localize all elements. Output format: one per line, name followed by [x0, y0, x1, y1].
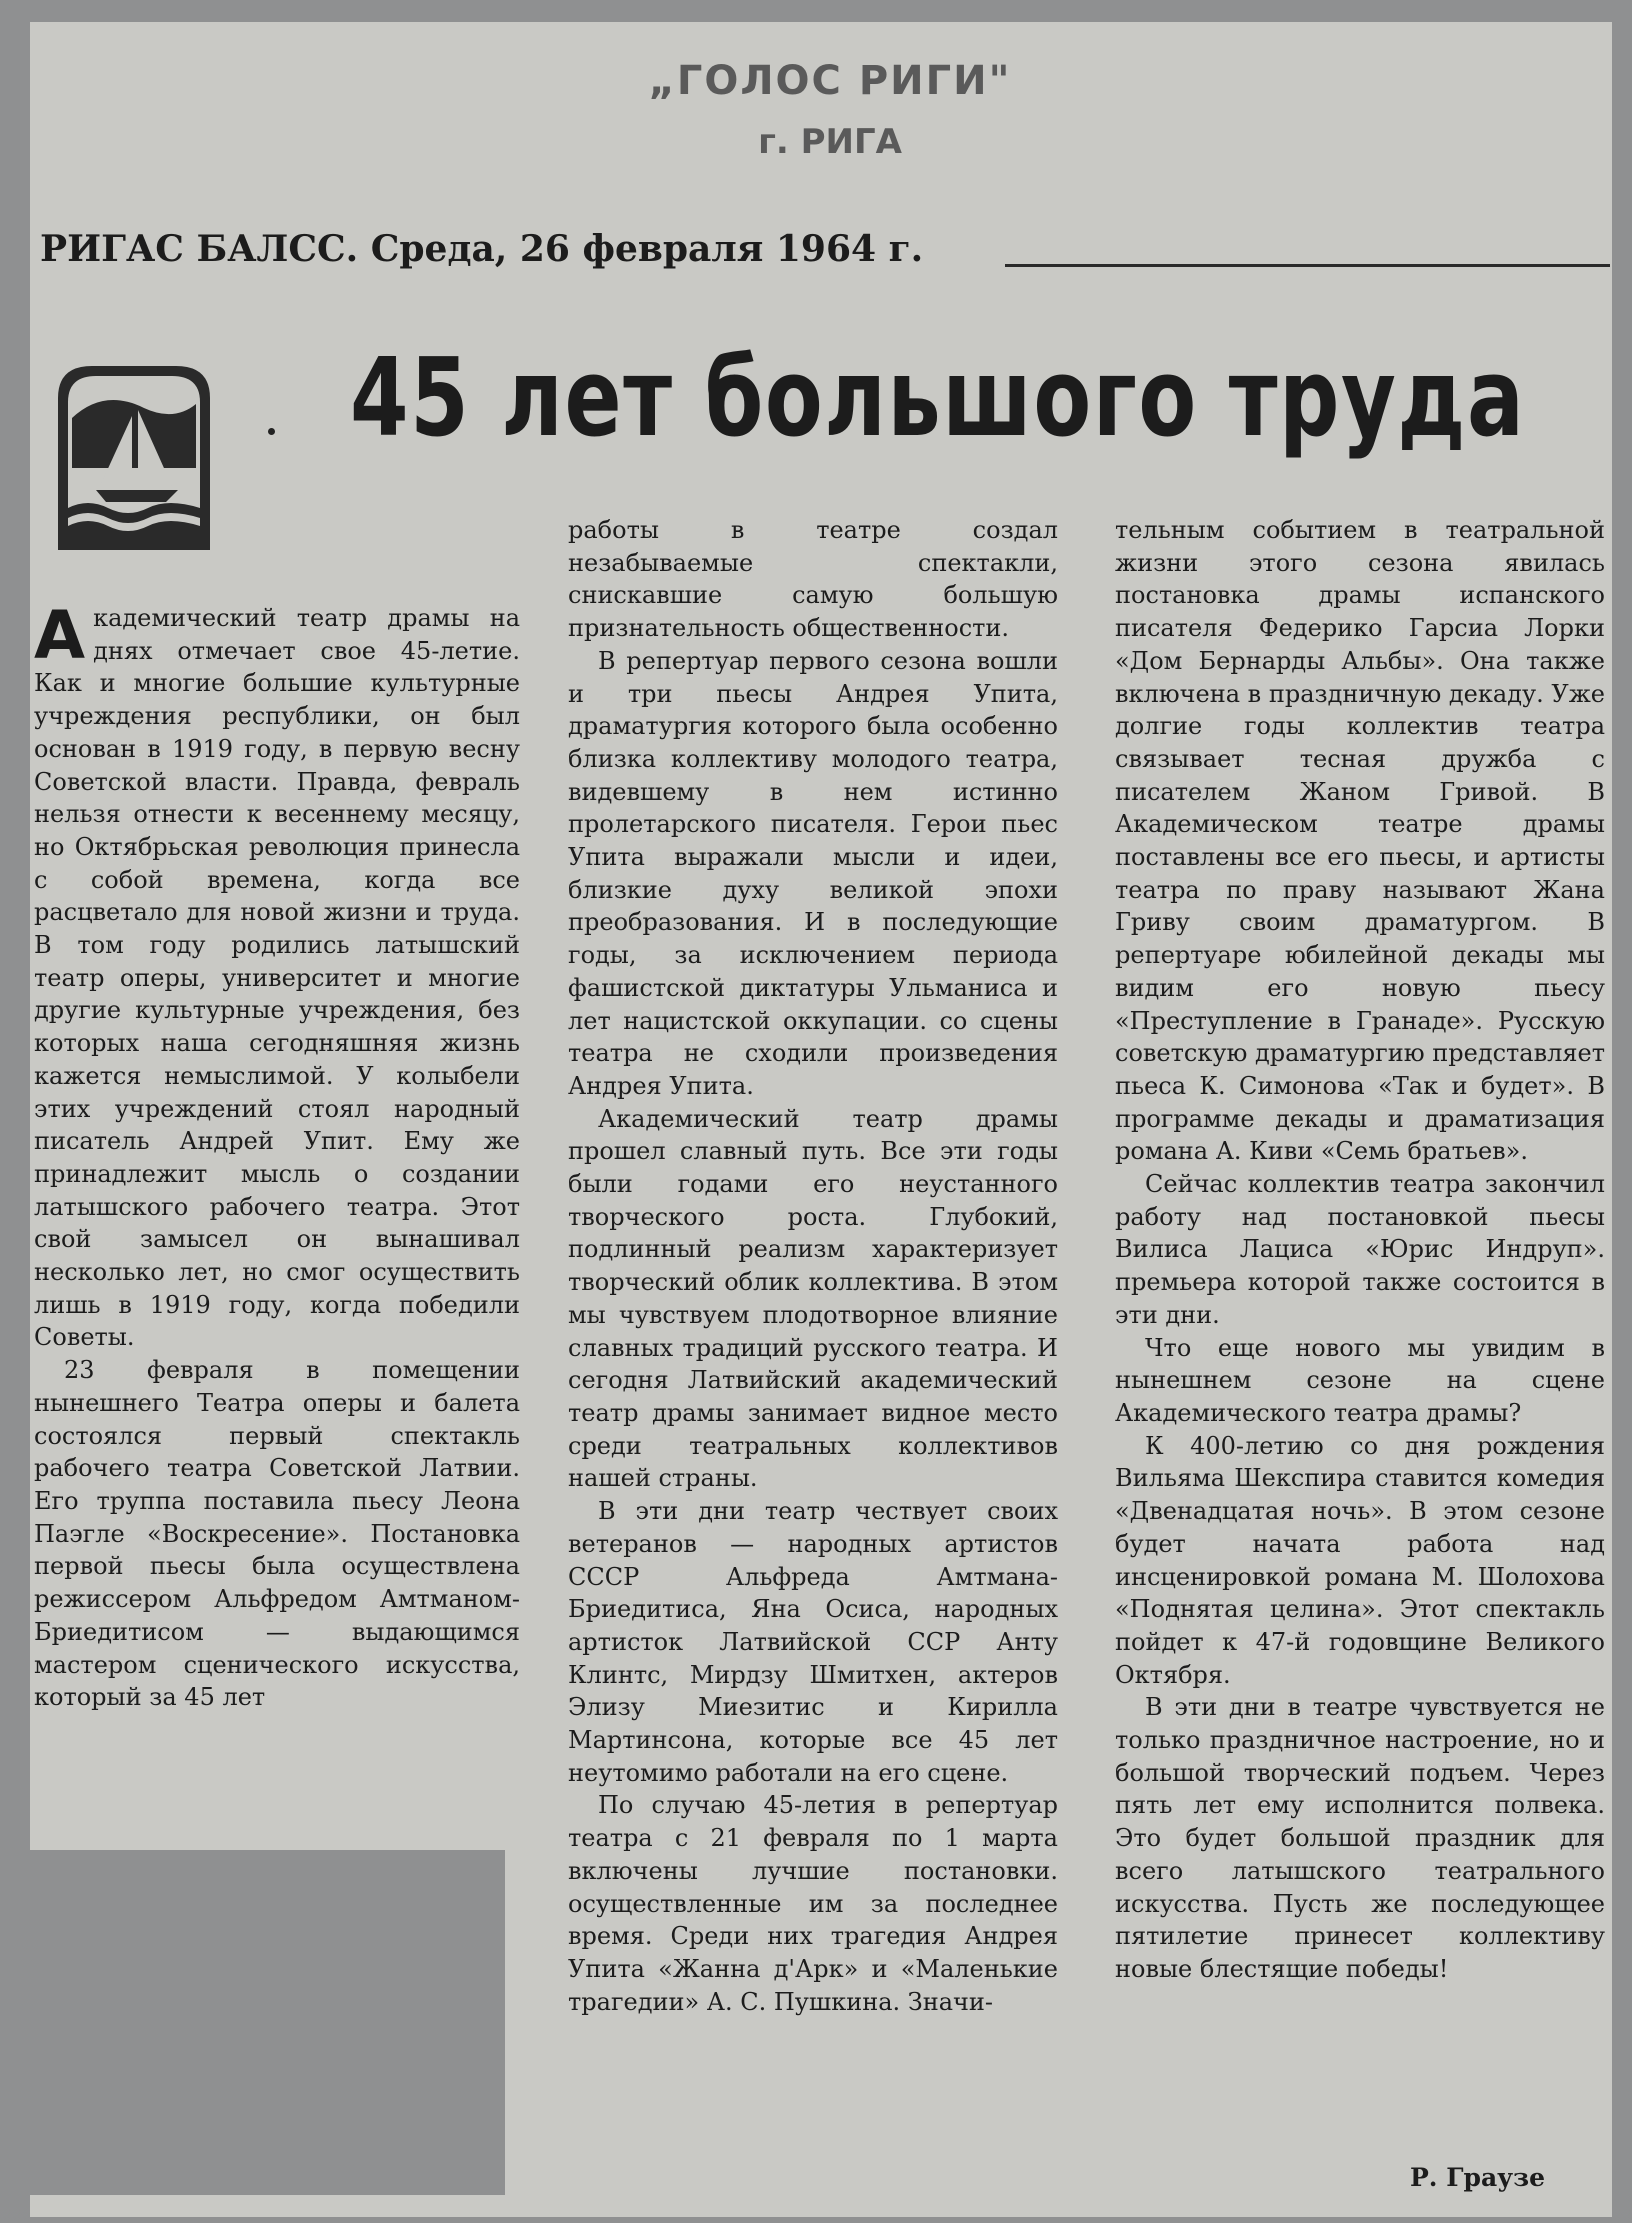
stamp-title: „ГОЛОС РИГИ"	[648, 58, 1012, 104]
headline: 45 лет большого труда	[350, 336, 1526, 461]
author-signature: Р. Граузе	[1410, 2163, 1546, 2192]
article-paragraph: Что еще нового мы увидим в нынешнем сезоне на сцене Академического театра драмы?	[1115, 1333, 1605, 1427]
article-paragraph: К 400-летию со дня рождения Вильяма Шекспира ставится комедия «Двенадцатая ночь». В этом сезоне будет начата работа над инсценировкой романа М. Шолохова «Поднятая целина». Этот спектакль пойдет к 47-й годовщине Великого Октября.	[1115, 1431, 1605, 1689]
paragraph-text: кадемический театр драмы на днях отмечает свое 45-летие. Как и многие большие культурные учреждения республики, он был основан в 1919 году, в первую весну Советской власти. Правда, февраль нельзя отнести к весеннему месяцу, но Октябрьская революция принесла с собой времена, когда все расцветало для новой жизни и труда. В том году родились латышский театр оперы, университет и многие другие культурные учреждения, без которых наша сегодняшняя жизнь кажется немыслимой. У колыбели этих учреждений стоял народный писатель Андрей Упит. Ему же принадлежит мысль о создании латышского рабочего театра. Этот свой замысел он вынашивал несколько лет, но смог осуществить лишь в 1919 году, когда победили Советы.	[34, 604, 520, 1352]
article-paragraph: В репертуар первого сезона вошли и три пьесы Андрея Упита, драматургия которого была особенно близка коллективу молодого театра, видевшему в нем истинно пролетарского писателя. Герои пьес Упита выражали мысли и идеи, близкие духу великой эпохи преобразования. И в последующие годы, за исключением периода фашистской диктатуры Ульманиса и лет нацистской оккупации. со сцены театра не сходили произведения Андрея Упита.	[568, 646, 1058, 1100]
stamp-city: г. РИГА	[758, 122, 902, 162]
article-paragraph: 23 февраля в помещении нынешнего Театра оперы и балета состоялся первый спектакль рабочего театра Советской Латвии. Его труппа поставила пьесу Леона Паэгле «Воскресение». Постановка первой пьесы была осуществлена режиссером Альфредом Амтманом-Бриедитисом — выдающимся мастером сценического искусства, который за 45 лет	[34, 1356, 520, 1712]
article-paragraph: Сейчас коллектив театра закончил работу над постановкой пьесы Вилиса Лациса «Юрис Индруп». премьера которой также состоится в эти дни.	[1115, 1170, 1605, 1329]
article-paragraph: работы в театре создал незабываемые спектакли, снискавшие самую большую признательность общественности.	[568, 516, 1058, 643]
article-column-2	[568, 514, 1058, 2018]
article-column-1	[34, 597, 520, 1714]
article-paragraph: По случаю 45-летия в репертуар театра с 21 февраля по 1 марта включены лучшие постановки. осуществленные им за последнее время. Среди них трагедия Андрея Упита «Жанна д'Арк» и «Маленькие трагедии» А. С. Пушкина. Значи-	[568, 1791, 1058, 2016]
article-paragraph: тельным событием в театральной жизни этого сезона явилась постановка драмы испанского писателя Федерико Гарсиа Лорки «Дом Бернарды Альбы». Она также включена в праздничную декаду. Уже долгие годы коллектив театра связывает тесная дружба с писателем Жаном Гривой. В Академическом театре драмы поставлены все его пьесы, и артисты театра по праву называют Жана Гриву своим драматургом. В репертуаре юбилейной декады мы видим его новую пьесу «Преступление в Гранаде». Русскую советскую драматургию представляет пьеса К. Симонова «Так и будет». В программе декады и драматизация романа А. Киви «Семь братьев».	[1115, 516, 1605, 1166]
drop-cap: А	[34, 597, 86, 674]
dateline: РИГАС БАЛСС. Среда, 26 февраля 1964 г.	[40, 228, 924, 270]
article-column-3	[1115, 514, 1605, 1986]
article-paragraph: В эти дни театр чествует своих ветеранов — народных артистов СССР Альфреда Амтмана-Бриедитиса, Яна Осиса, народных артисток Латвийской ССР Анту Клинтс, Мирдзу Шмитхен, актеров Элизу Миезитис и Кирилла Мартинсона, которые все 45 лет неутомимо работали на его сцене.	[568, 1497, 1058, 1787]
decorative-dot	[268, 428, 275, 435]
sailboat-emblem-icon	[44, 358, 224, 558]
article-paragraph: В эти дни в театре чувствуется не только праздничное настроение, но и большой творческий подъем. Через пять лет ему исполнится полвека. Это будет большой праздник для всего латышского театрального искусства. Пусть же последующее пятилетие принесет коллективу новые блестящие победы!	[1115, 1693, 1605, 1983]
newspaper-stamp	[560, 58, 1100, 162]
article-paragraph: Академический театр драмы прошел славный путь. Все эти годы были годами его неустанного творческого роста. Глубокий, подлинный реализм характеризует творческий облик коллектива. В этом мы чувствуем плодотворное влияние славных традиций русского театра. И сегодня Латвийский академический театр драмы занимает видное место среди театральных коллективов нашей страны.	[568, 1104, 1058, 1493]
header-rule	[1005, 264, 1610, 267]
article-paragraph	[34, 597, 520, 1354]
clipping-cut-corner	[0, 1850, 505, 2195]
